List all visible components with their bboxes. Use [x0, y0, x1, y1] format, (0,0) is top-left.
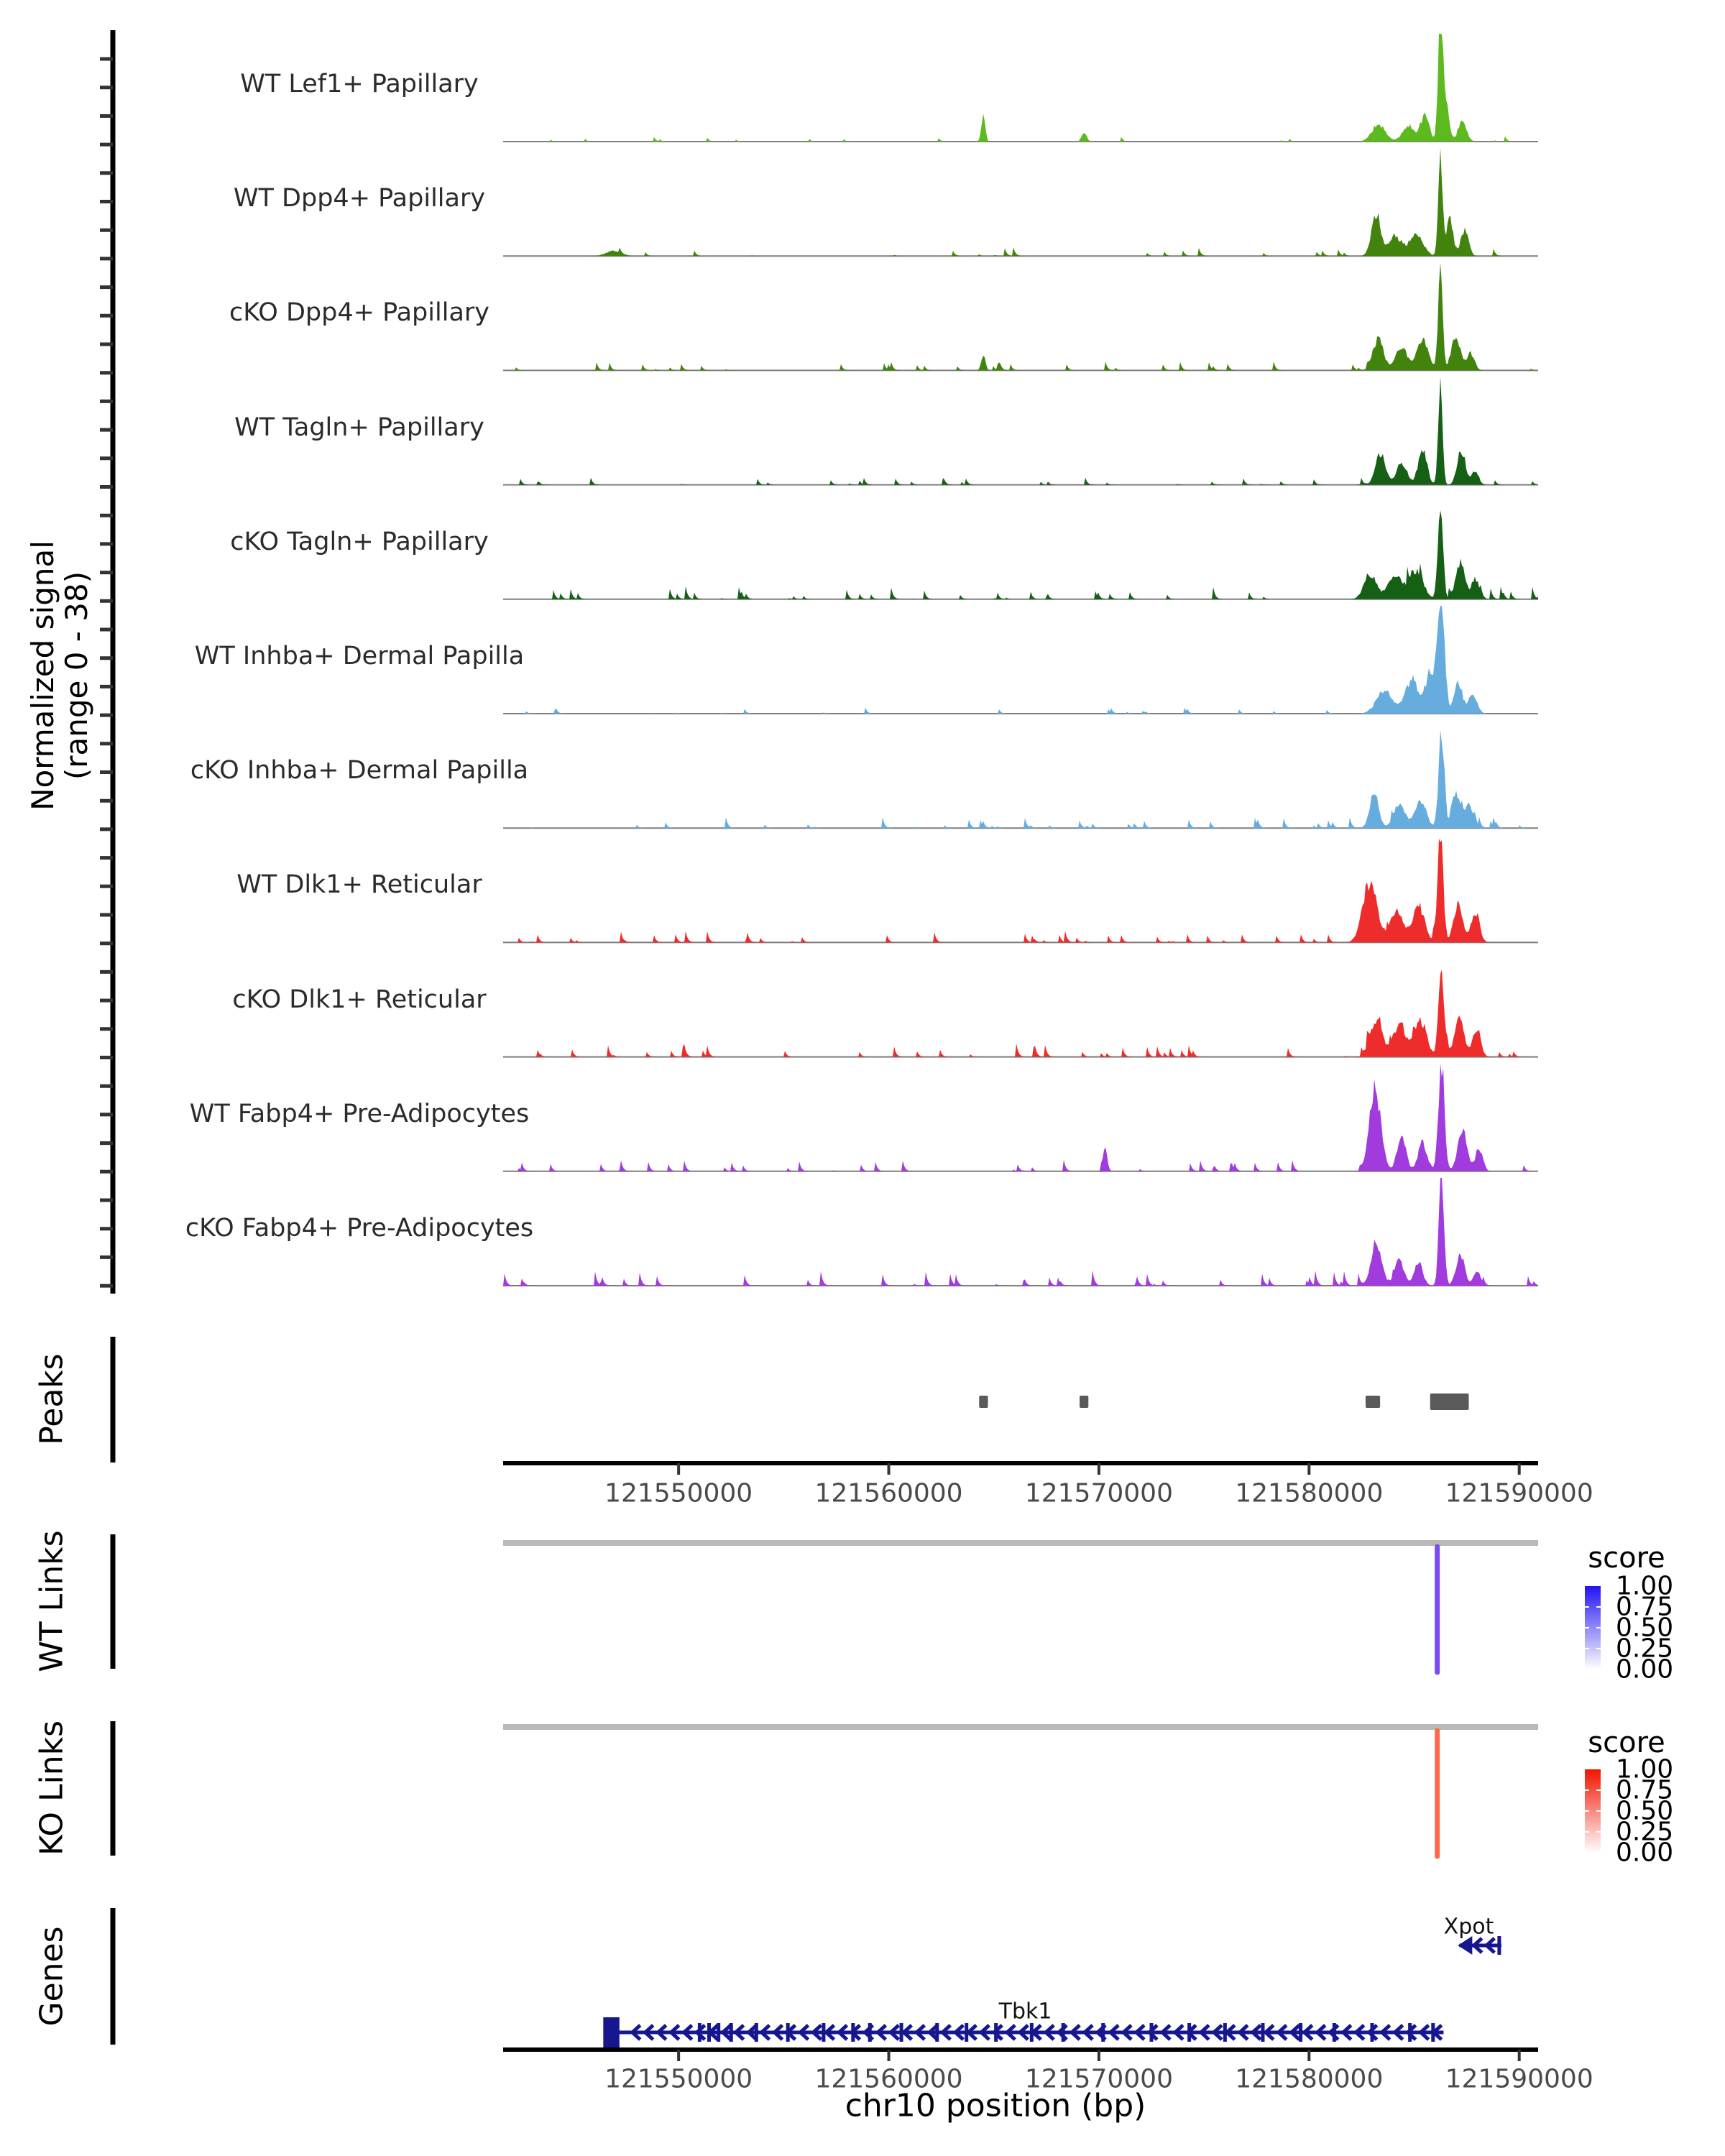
wt-legend-title: score	[1588, 1542, 1665, 1575]
signal-area	[503, 839, 1538, 942]
signal-tracks	[503, 34, 1538, 1286]
track-label: WT Lef1+ Papillary	[240, 70, 479, 98]
peaks-section-label: Peaks	[33, 1353, 70, 1445]
legend-tick-label: 0.50	[1616, 1796, 1674, 1826]
x-axis-upper-tick-label: 121590000	[1445, 1478, 1593, 1508]
legend-tick-label: 0.00	[1616, 1838, 1674, 1868]
x-axis-title: chr10 position (bp)	[845, 2087, 1146, 2124]
gene-name-label: Tbk1	[998, 1999, 1052, 2024]
peak-box	[1366, 1396, 1380, 1408]
peak-box	[1430, 1393, 1469, 1410]
legend-tick-label: 1.00	[1616, 1754, 1674, 1784]
gene-terminal-exon	[603, 2017, 619, 2047]
signal-area	[503, 510, 1538, 599]
signal-area	[503, 1178, 1538, 1286]
gene-name-label: Xpot	[1443, 1914, 1494, 1940]
legend-tick-label: 0.00	[1616, 1654, 1674, 1685]
track-label: WT Fabp4+ Pre-Adipocytes	[189, 1099, 530, 1128]
track-label: cKO Inhba+ Dermal Papilla	[190, 756, 529, 786]
signal-area	[503, 34, 1538, 142]
legend-tick-label: 0.25	[1616, 1817, 1674, 1847]
gene-exon-tick	[1497, 1936, 1501, 1955]
score-legend-0	[1585, 1586, 1601, 1669]
peaks-track	[979, 1393, 1468, 1410]
x-axis-lower	[503, 2050, 1538, 2061]
legend-tick-label: 1.00	[1616, 1571, 1674, 1601]
x-axis-upper-tick-label: 121580000	[1235, 1478, 1384, 1508]
genes-track	[603, 1936, 1501, 2047]
genes-section-label: Genes	[33, 1926, 70, 2027]
x-axis-lower-tick-label: 121580000	[1235, 2064, 1384, 2094]
x-axis-lower-tick-label: 121590000	[1445, 2064, 1593, 2094]
signal-area	[503, 377, 1538, 485]
x-axis-lower-tick-label: 121560000	[814, 2064, 963, 2094]
x-axis-upper-tick-label: 121560000	[814, 1478, 963, 1508]
ko-legend-title: score	[1588, 1726, 1665, 1759]
signal-y-axis	[100, 30, 113, 1294]
track-label: cKO Fabp4+ Pre-Adipocytes	[185, 1214, 534, 1243]
track-label: WT Tagln+ Papillary	[234, 413, 484, 442]
track-label: WT Dlk1+ Reticular	[236, 870, 482, 900]
track-label: cKO Dpp4+ Papillary	[229, 298, 489, 328]
peak-box	[1080, 1396, 1088, 1408]
y-axis-label	[26, 540, 93, 811]
legend-tick-label: 0.50	[1616, 1613, 1674, 1643]
y-axis-label-line1: Normalized signal	[24, 540, 60, 811]
ko-links-section-label: KO Links	[33, 1720, 70, 1856]
x-axis-lower-tick-label: 121550000	[604, 2064, 753, 2094]
x-axis-upper-tick-label: 121550000	[604, 1478, 753, 1508]
legend-tick-label: 0.75	[1616, 1592, 1674, 1622]
score-legend-1	[1585, 1769, 1601, 1853]
y-axis-label-line2: (range 0 - 38)	[59, 571, 94, 780]
ko-link	[503, 1727, 1538, 1856]
x-axis-upper	[503, 1463, 1538, 1475]
legend-tick-label: 0.75	[1616, 1775, 1674, 1805]
x-axis-upper-tick-label: 121570000	[1024, 1478, 1173, 1508]
x-axis-lower-tick-label: 121570000	[1024, 2064, 1173, 2094]
track-label: cKO Tagln+ Papillary	[230, 527, 489, 556]
legend-tick-label: 0.25	[1616, 1634, 1674, 1664]
wt-links-section-label: WT Links	[33, 1530, 70, 1672]
track-label: WT Dpp4+ Papillary	[233, 184, 486, 213]
signal-area	[503, 730, 1538, 828]
peak-box	[979, 1396, 988, 1408]
signal-area	[503, 606, 1538, 714]
wt-link	[503, 1543, 1538, 1672]
track-label: WT Inhba+ Dermal Papilla	[194, 642, 525, 671]
signal-area	[503, 148, 1538, 256]
signal-area	[503, 1064, 1538, 1171]
signal-area	[503, 262, 1538, 370]
track-label: cKO Dlk1+ Reticular	[232, 985, 487, 1014]
signal-area	[503, 969, 1538, 1056]
